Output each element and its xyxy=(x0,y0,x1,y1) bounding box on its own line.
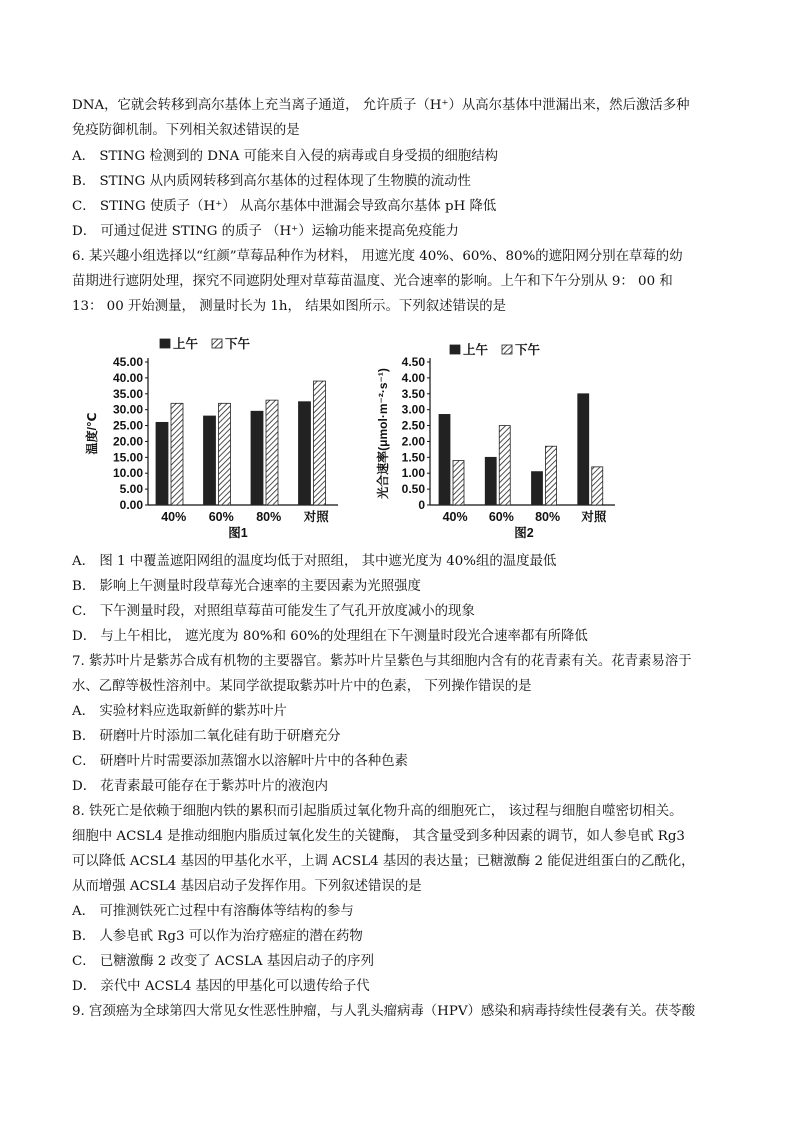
x-tick-label: 对照 xyxy=(581,510,607,524)
x-tick-label: 80% xyxy=(535,510,561,524)
chart-title: 图2 xyxy=(514,526,534,540)
q6-option-d xyxy=(72,628,588,646)
x-tick-label: 60% xyxy=(488,510,514,524)
option-text: STING 使质子（H⁺） 从高尔基体中泄漏会导致高尔基体 pH 降低 xyxy=(99,199,497,214)
q5-stem-line-2: 免疫防御机制。下列相关叙述错误的是 xyxy=(72,123,300,138)
option-letter: D． xyxy=(72,979,97,994)
legend-label: 上午 xyxy=(173,337,199,351)
option-text: 可通过促进 STING 的质子 （H⁺）运输功能来提高免疫能力 xyxy=(100,224,459,239)
bar-morning xyxy=(532,472,543,505)
bar-morning xyxy=(485,457,496,505)
y-tick-label: 0 xyxy=(418,498,425,512)
bar-afternoon xyxy=(219,403,231,505)
q6-stem-line-2: 苗期进行遮阴处理，探究不同遮阴处理对草莓苗温度、光合速率的影响。上午和下午分别从 9： 00 和 xyxy=(72,274,673,289)
q5-option-c xyxy=(72,198,496,216)
option-text: 花青素最可能存在于紫苏叶片的液泡内 xyxy=(100,779,329,794)
option-letter: A． xyxy=(72,904,96,919)
option-letter: D． xyxy=(72,224,97,239)
option-text: 图 1 中覆盖遮阳网组的温度均低于对照组， 其中遮光度为 40%组的温度最低 xyxy=(99,554,557,569)
q5-option-a xyxy=(72,148,498,166)
q8-stem-line-2: 细胞中 ACSL4 是推动细胞内脂质过氧化发生的关键酶， 其含量受到多种因素的调节，如人参皂甙 Rg3 xyxy=(72,829,685,844)
option-letter: B． xyxy=(72,579,96,594)
option-text: 实验材料应选取新鲜的紫苏叶片 xyxy=(99,704,287,719)
y-tick-label: 3.50 xyxy=(401,386,425,401)
y-tick-label: 4.50 xyxy=(401,355,425,369)
q8-option-c xyxy=(72,953,374,971)
x-tick-label: 40% xyxy=(442,510,468,524)
q8-option-d xyxy=(72,978,370,996)
y-tick-label: 35.00 xyxy=(112,386,143,401)
y-tick-label: 1.00 xyxy=(401,466,425,481)
y-tick-label: 5.00 xyxy=(119,482,143,497)
q8-stem-line-3: 可以降低 ACSL4 基因的甲基化水平，上调 ACSL4 基因的表达量；已糖激酶 2 能促进组蛋白的乙酰化， xyxy=(72,854,695,869)
option-text: 人参皂甙 Rg3 可以作为治疗癌症的潜在药物 xyxy=(99,929,363,944)
option-letter: D． xyxy=(72,779,97,794)
option-text: 与上午相比， 遮光度为 80%和 60%的处理组在下午测量时段光合速率都有所降低 xyxy=(100,629,588,644)
option-letter: C． xyxy=(72,604,96,619)
option-text: 研磨叶片时添加二氧化硅有助于研磨充分 xyxy=(99,729,341,744)
option-text: STING 从内质网转移到高尔基体的过程体现了生物膜的流动性 xyxy=(99,174,471,189)
q6-option-a xyxy=(72,553,556,571)
y-tick-label: 0.00 xyxy=(119,498,143,512)
y-tick-label: 40.00 xyxy=(112,370,143,385)
option-text: 研磨叶片时需要添加蒸馏水以溶解叶片中的各种色素 xyxy=(99,754,408,769)
bar-morning xyxy=(439,414,450,505)
q5-option-b xyxy=(72,173,471,191)
y-tick-label: 4.00 xyxy=(401,370,425,385)
bar-afternoon xyxy=(546,446,557,505)
bar-morning xyxy=(156,422,168,505)
legend-label: 上午 xyxy=(463,343,489,357)
y-axis-label: 光合速率(μmol·m⁻²·s⁻¹) xyxy=(376,368,390,499)
x-tick-label: 80% xyxy=(256,510,282,524)
legend-label: 下午 xyxy=(515,343,541,357)
q7-option-c xyxy=(72,753,408,771)
figure-1-temperature-chart xyxy=(80,335,350,549)
option-letter: C． xyxy=(72,199,96,214)
q8-option-a xyxy=(72,903,354,921)
q7-stem-line-1: 7. 紫苏叶片是紫苏合成有机物的主要器官。紫苏叶片呈紫色与其细胞内含有的花青素有关。花青素易溶于 xyxy=(72,654,692,669)
q6-option-b xyxy=(72,578,421,596)
q8-stem-line-4: 从而增强 ACSL4 基因启动子发挥作用。下列叙述错误的是 xyxy=(72,879,422,894)
x-tick-label: 60% xyxy=(208,510,234,524)
q6-stem-line-3: 13： 00 开始测量， 测量时长为 1h， 结果如图所示。下列叙述错误的是 xyxy=(72,299,507,314)
option-letter: C． xyxy=(72,954,96,969)
legend-swatch xyxy=(450,345,460,354)
q7-option-b xyxy=(72,728,341,746)
option-letter: A． xyxy=(72,554,96,569)
bar-afternoon xyxy=(314,381,326,505)
y-tick-label: 20.00 xyxy=(112,434,143,449)
bar-morning xyxy=(204,416,216,505)
bar-afternoon xyxy=(266,400,278,505)
y-axis-label: 温度/℃ xyxy=(85,412,99,455)
y-tick-label: 25.00 xyxy=(112,418,143,433)
y-tick-label: 15.00 xyxy=(112,450,143,465)
option-letter: D． xyxy=(72,629,97,644)
bar-afternoon xyxy=(453,461,464,505)
q7-option-d xyxy=(72,778,328,796)
option-text: 亲代中 ACSL4 基因的甲基化可以遗传给子代 xyxy=(100,979,370,994)
y-tick-label: 45.00 xyxy=(112,355,143,369)
q9-stem-line-1: 9. 宫颈癌为全球第四大常见女性恶性肿瘤，与人乳头瘤病毒（HPV）感染和病毒持续性侵袭有关。茯苓酸 xyxy=(72,1004,696,1019)
y-tick-label: 10.00 xyxy=(112,466,143,481)
option-text: 已糖激酶 2 改变了 ACSLA 基因启动子的序列 xyxy=(99,954,374,969)
option-letter: A． xyxy=(72,704,96,719)
option-letter: C． xyxy=(72,754,96,769)
y-tick-label: 2.00 xyxy=(401,434,425,449)
legend-swatch xyxy=(160,339,170,348)
q6-option-c xyxy=(72,603,475,621)
option-text: STING 检测到的 DNA 可能来自入侵的病毒或自身受损的细胞结构 xyxy=(99,149,499,164)
option-letter: A． xyxy=(72,149,96,164)
y-tick-label: 0.50 xyxy=(401,482,425,497)
option-text: 下午测量时段，对照组草莓苗可能发生了气孔开放度减小的现象 xyxy=(99,604,475,619)
chart-title: 图1 xyxy=(228,526,248,540)
figure-2-photosynthesis-chart xyxy=(375,335,650,549)
q7-option-a xyxy=(72,703,287,721)
x-tick-label: 对照 xyxy=(303,510,329,524)
bar-afternoon xyxy=(171,403,183,505)
y-tick-label: 2.50 xyxy=(401,418,425,433)
bar-morning xyxy=(578,394,589,505)
y-tick-label: 3.00 xyxy=(401,402,425,417)
q8-option-b xyxy=(72,928,363,946)
y-tick-label: 30.00 xyxy=(112,402,143,417)
bar-afternoon xyxy=(592,467,603,505)
q5-option-d xyxy=(72,223,459,241)
option-letter: B． xyxy=(72,729,96,744)
q7-stem-line-2: 水、乙醇等极性溶剂中。某同学欲提取紫苏叶片中的色素， 下列操作错误的是 xyxy=(72,679,532,694)
option-letter: B． xyxy=(72,929,96,944)
bar-morning xyxy=(299,402,311,505)
x-tick-label: 40% xyxy=(161,510,187,524)
legend-swatch xyxy=(212,339,222,348)
bar-afternoon xyxy=(499,426,510,505)
q8-stem-line-1: 8. 铁死亡是依赖于细胞内铁的累积而引起脂质过氧化物升高的细胞死亡， 该过程与细胞自噬密切相关。 xyxy=(72,804,683,819)
option-text: 影响上午测量时段草莓光合速率的主要因素为光照强度 xyxy=(99,579,421,594)
option-letter: B． xyxy=(72,174,96,189)
bar-morning xyxy=(251,411,263,505)
legend-swatch xyxy=(502,345,512,354)
q6-stem-line-1: 6. 某兴趣小组选择以“红颜”草莓品种作为材料， 用遮光度 40%、60%、80%的遮阳网分别在草莓的幼 xyxy=(72,249,683,264)
legend-label: 下午 xyxy=(225,337,251,351)
y-tick-label: 1.50 xyxy=(401,450,425,465)
q5-stem-line-1: DNA，它就会转移到高尔基体上充当离子通道， 允许质子（H⁺）从高尔基体中泄漏出来，然后激活多种 xyxy=(72,98,690,113)
option-text: 可推测铁死亡过程中有溶酶体等结构的参与 xyxy=(99,904,354,919)
